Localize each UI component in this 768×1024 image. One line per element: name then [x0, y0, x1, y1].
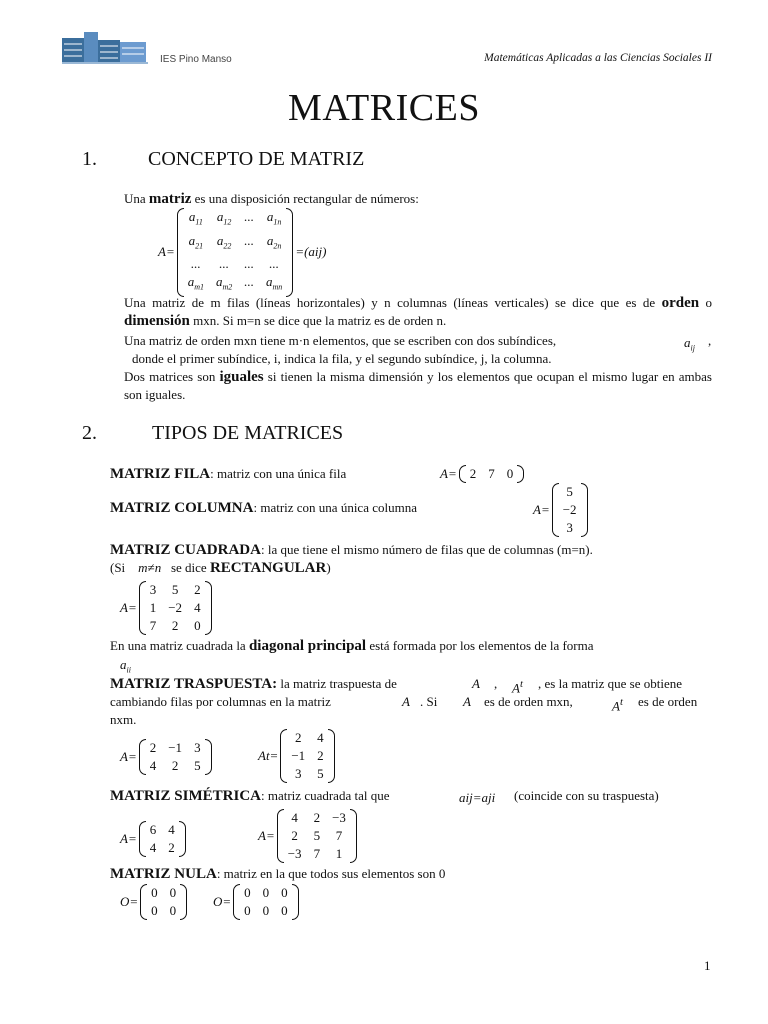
general-matrix: A= $a_{11}$ $a_{12}$ ... $a_{1n}$ $a_{21}$ $a_{22}$ ... $a_{2n}$ ... ... ... ... $a_{m1}$ $a_{m2}$ ... $a_{mn}$ =(aij) — [158, 208, 326, 297]
simetrica-matrix-2x2: A= 6 4 4 2 — [120, 821, 186, 857]
nula-matrix-2x2: O= 0 0 0 0 — [120, 884, 187, 920]
cuadrada-matrix: A= 3 5 2 1 −2 4 7 2 0 — [120, 581, 212, 635]
section1-paragraph-equal: Dos matrices son iguales si tienen la misma dimensión y los elementos que ocupan el mismo lugar en ambas son iguales. — [124, 369, 712, 402]
section1-intro: Una matriz es una disposición rectangular de números: — [124, 191, 419, 207]
section1-paragraph-order: Una matriz de m filas (líneas horizontales) y n columnas (líneas verticales) se dice que es de orden o dimensión mxn. Si m=n se dice que la matriz es de orden n. — [124, 295, 713, 329]
traspuesta-matrix-a: A= 2 −1 3 4 2 5 — [120, 739, 212, 775]
aii-symbol: $a_{ii}$ — [120, 657, 131, 675]
section2-number: 2. — [82, 422, 97, 444]
aij-aji-symbol: aij=aji — [459, 790, 496, 805]
rectangular-note: (Si m≠n se dice RECTANGULAR) — [110, 560, 331, 576]
matriz-cuadrada: MATRIZ CUADRADA: la que tiene el mismo número de filas que de columnas (m=n). — [110, 542, 593, 558]
matriz-nula: MATRIZ NULA: matriz en la que todos sus elementos son 0 — [110, 866, 446, 882]
subject-name: Matemáticas Aplicadas a las Ciencias Sociales II — [484, 52, 712, 64]
section1-paragraph-elements: Una matriz de orden mxn tiene m·n elementos, que se escriben con dos subíndices, — [124, 333, 557, 348]
school-logo — [62, 30, 148, 66]
aij-symbol: $a_{ij}$ — [684, 335, 695, 353]
simetrica-matrix-3x3: A= 4 2 −3 2 5 7 −3 7 1 — [258, 809, 357, 863]
section1-heading: CONCEPTO DE MATRIZ — [148, 148, 365, 170]
section1-paragraph-subindex: donde el primer subíndice, i, indica la fila, y el segundo subíndice, j, la columna. — [132, 351, 552, 366]
diagonal-principal: En una matriz cuadrada la diagonal principal está formada por los elementos de la forma — [110, 638, 594, 654]
matriz-fila: MATRIZ FILA: matriz con una única fila — [110, 466, 347, 482]
section2-heading: TIPOS DE MATRICES — [152, 422, 344, 444]
page-title: MATRICES — [288, 87, 480, 129]
traspuesta-matrix-at: At= 2 4 −1 2 3 5 — [258, 729, 335, 783]
school-name: IES Pino Manso — [160, 54, 232, 65]
matriz-columna: MATRIZ COLUMNA: matriz con una única columna — [110, 500, 417, 516]
nula-matrix-2x3: O= 0 0 0 0 0 0 — [213, 884, 299, 920]
columna-matrix: A= 5 −2 3 — [533, 483, 588, 537]
matriz-simetrica: MATRIZ SIMÉTRICA: matriz cuadrada tal que — [110, 788, 390, 804]
matriz-traspuesta: MATRIZ TRASPUESTA: la matriz traspuesta de — [110, 676, 397, 692]
fila-matrix: A= 2 7 0 — [440, 465, 524, 483]
page-number: 1 — [704, 958, 711, 973]
section1-number: 1. — [82, 148, 97, 170]
